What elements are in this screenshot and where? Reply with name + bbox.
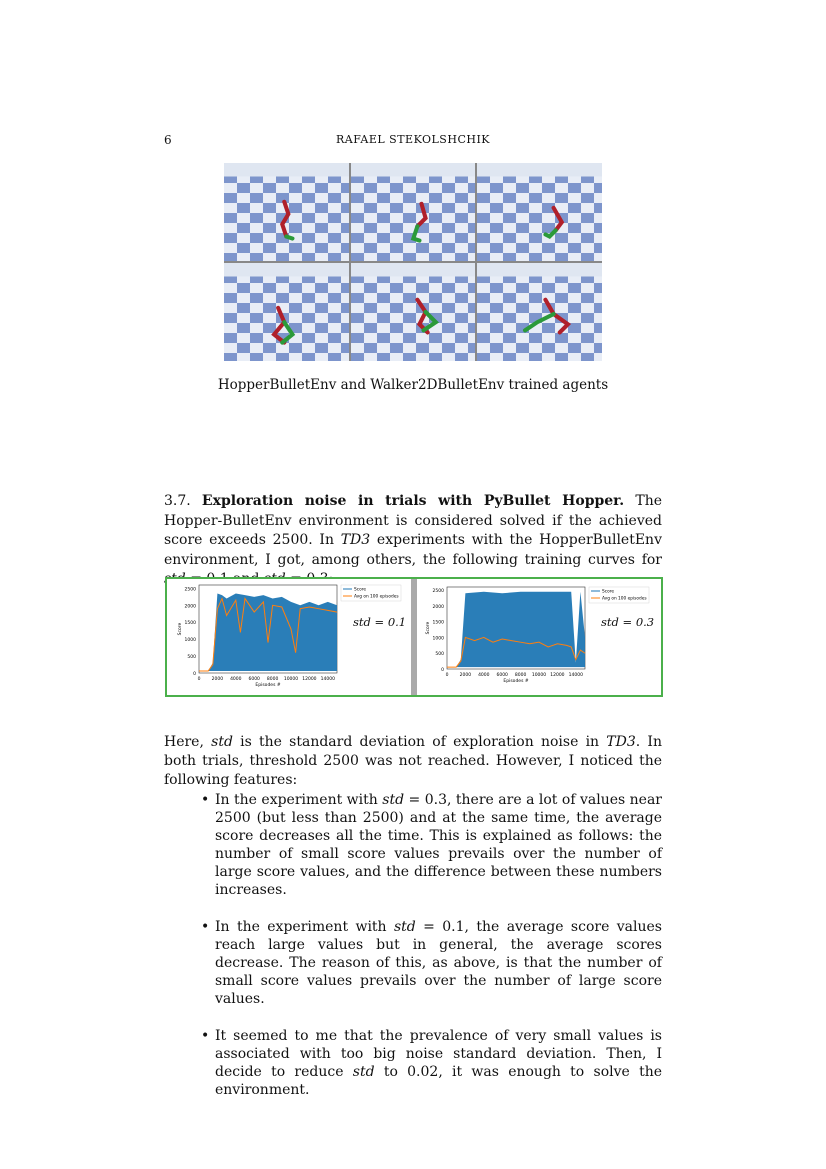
- discussion-paragraph: [164, 733, 662, 790]
- x-tick-label: 8000: [514, 673, 527, 678]
- figure-caption: HopperBulletEnv and Walker2DBulletEnv trained agents: [217, 377, 609, 393]
- legend-label: Avg on 100 episodes: [354, 594, 399, 600]
- std-annotation-right: std = 0.3: [601, 615, 655, 629]
- bullet-icon: •: [201, 919, 210, 935]
- x-tick-label: 4000: [230, 677, 242, 682]
- section-paragraph: [164, 492, 662, 593]
- agents-figure: [224, 163, 602, 361]
- td3-term: TD3: [340, 532, 371, 548]
- x-axis-label: Episodes #: [255, 683, 281, 688]
- y-tick-label: 2000: [432, 604, 444, 610]
- running-title: RAFAEL STEKOLSHCHIK: [335, 133, 491, 146]
- list-item-text: It seemed to me that the prevalence of very small values is associated with too big noise standard deviation. Then, I decide to reduce: [215, 1028, 662, 1080]
- std-term: std: [352, 1064, 375, 1080]
- list-item: [201, 1027, 662, 1099]
- discussion-text: is the standard deviation of exploration noise in: [232, 734, 607, 750]
- chart-std-0-3: [417, 579, 665, 695]
- section-text: The Hopper-BulletEnv environment is considered solved if the achieved score exceeds 2500. In: [164, 493, 662, 548]
- discussion-text: Here,: [164, 734, 212, 750]
- x-tick-label: 14000: [568, 673, 583, 678]
- discussion-text: . In both trials, threshold 2500 was not reached. However, I noticed the following features:: [164, 734, 662, 788]
- y-axis-label: Score: [178, 622, 183, 636]
- walker-frame-2: [351, 263, 476, 361]
- td3-term: TD3: [606, 734, 636, 750]
- x-tick-label: 10000: [531, 673, 547, 678]
- x-tick-label: 6000: [496, 673, 508, 678]
- list-item-text: = 0.1, the average score values reach large values but in general, the average scores decrease. The reason of this, as above, is that the number of small score values prevails over the number of large score values.: [215, 919, 662, 1007]
- std-term: std: [211, 734, 233, 750]
- y-tick-label: 0: [441, 668, 444, 673]
- y-axis-label: Score: [426, 621, 431, 635]
- list-item-text: = 0.3, there are a lot of values near 2500 (but less than 2500) and at the same time, the average score decreases all the time. This is explained as follows: the number of small score values prevails over the number of large score values, and the difference between these numbers increases.: [215, 792, 662, 898]
- bullet-icon: •: [201, 792, 210, 808]
- y-tick-label: 1500: [184, 621, 196, 627]
- x-tick-label: 6000: [248, 677, 260, 682]
- legend-label: Score: [602, 589, 615, 595]
- walker-frame-1: [224, 263, 349, 361]
- x-tick-label: 4000: [478, 673, 490, 678]
- y-tick-label: 500: [435, 652, 444, 658]
- y-tick-label: 1500: [432, 620, 444, 626]
- hopper-frame-1: [224, 163, 349, 261]
- series-score: [199, 593, 337, 671]
- y-tick-label: 2500: [184, 587, 196, 593]
- y-tick-label: 2500: [432, 589, 444, 595]
- legend-label: Avg on 100 episodes: [602, 596, 647, 602]
- section-number: 3.7.: [164, 493, 191, 509]
- bullet-icon: •: [201, 1028, 210, 1044]
- feature-list: [201, 791, 662, 1118]
- y-tick-label: 0: [193, 672, 196, 677]
- list-item-text: In the experiment with: [215, 792, 383, 808]
- hopper-frame-3: [477, 163, 602, 261]
- list-item: [201, 918, 662, 1008]
- training-curves-figure: [165, 577, 663, 697]
- y-tick-label: 1000: [184, 638, 196, 644]
- section-title: Exploration noise in trials with PyBullet Hopper.: [201, 493, 625, 509]
- list-item-text: In the experiment with: [215, 919, 394, 935]
- x-tick-label: 0: [197, 677, 201, 682]
- chart-std-0-1: [167, 579, 411, 695]
- walker-frame-3: [477, 263, 602, 361]
- y-tick-label: 2000: [184, 604, 196, 610]
- x-tick-label: 8000: [266, 677, 279, 682]
- page-number: 6: [164, 133, 172, 147]
- x-tick-label: 0: [445, 673, 449, 678]
- x-tick-label: 12000: [302, 677, 317, 682]
- x-tick-label: 12000: [550, 673, 565, 678]
- list-item: [201, 791, 662, 899]
- y-tick-label: 1000: [432, 636, 444, 642]
- x-tick-label: 10000: [283, 677, 299, 682]
- std-term: std: [382, 792, 405, 808]
- hopper-frame-2: [351, 163, 476, 261]
- series-score: [447, 592, 585, 667]
- y-tick-label: 500: [187, 655, 196, 661]
- std-term: std: [393, 919, 416, 935]
- list-item-text: to 0.02, it was enough to solve the environment.: [215, 1064, 662, 1098]
- x-axis-label: Episodes #: [503, 679, 529, 684]
- x-tick-label: 2000: [459, 673, 472, 678]
- x-tick-label: 2000: [211, 677, 224, 682]
- x-tick-label: 14000: [320, 677, 335, 682]
- section-text: experiments with the HopperBulletEnv environment, I got, among others, the following training curves for: [164, 532, 662, 568]
- legend-label: Score: [354, 587, 367, 593]
- std-annotation-left: std = 0.1: [353, 615, 407, 629]
